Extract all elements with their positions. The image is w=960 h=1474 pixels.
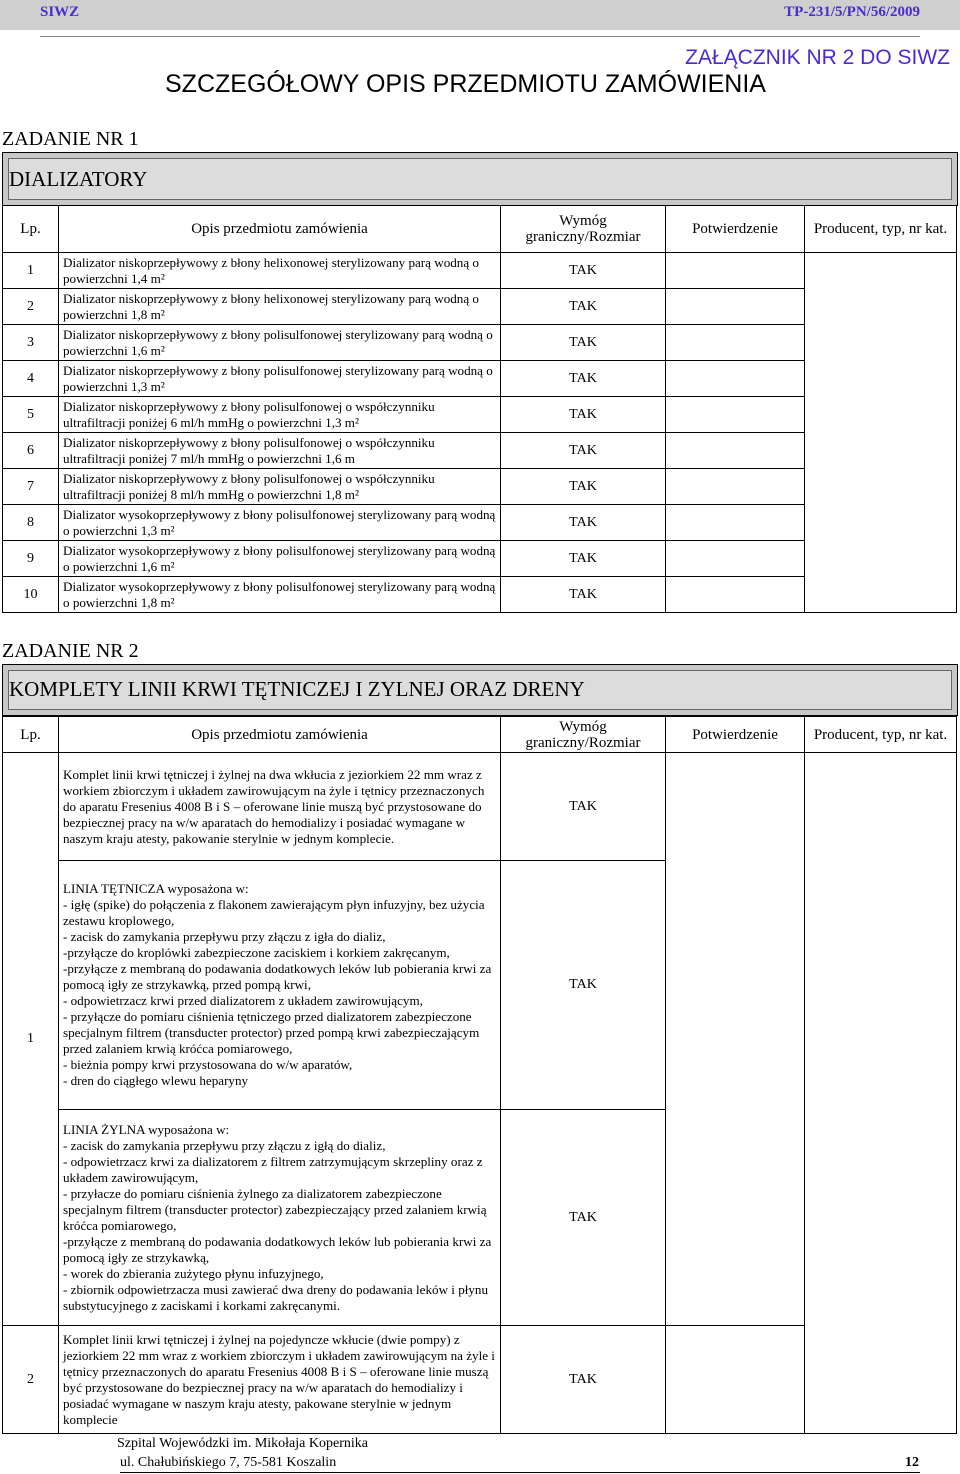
col-lp: Lp. <box>3 717 59 753</box>
task1-category-title: DIALIZATORY <box>9 167 148 191</box>
row-desc: Dializator wysokoprzepływowy z błony polisulfonowej sterylizowany parą wodną o powierzchni 1,6 m² <box>59 541 501 577</box>
row-req: TAK <box>501 325 666 361</box>
row-req: TAK <box>501 361 666 397</box>
col-producer: Producent, typ, nr kat. <box>805 717 957 753</box>
row-confirm-cell[interactable] <box>666 253 805 289</box>
col-req: Wymóg graniczny/Rozmiar <box>501 206 666 253</box>
producer-cell[interactable] <box>805 753 957 1434</box>
col-confirm: Potwierdzenie <box>666 717 805 753</box>
task2-category-title: KOMPLETY LINII KRWI TĘTNICZEJ I ZYLNEJ ORAZ DRENY <box>9 677 585 701</box>
row-confirm-cell[interactable] <box>666 289 805 325</box>
row-confirm-cell[interactable] <box>666 505 805 541</box>
row-req: TAK <box>501 861 666 1110</box>
producer-cell[interactable] <box>805 253 957 613</box>
row-req: TAK <box>501 753 666 861</box>
footer-divider <box>120 1472 920 1473</box>
annex-label: ZAŁĄCZNIK NR 2 DO SIWZ <box>685 46 950 69</box>
row-lp: 3 <box>3 325 59 361</box>
row-confirm-cell[interactable] <box>666 1326 805 1434</box>
row-lp: 10 <box>3 577 59 613</box>
row-desc: Dializator niskoprzepływowy z błony polisulfonowej o współczynniku ultrafiltracji poniżej 6 ml/h mmHg o powierzchni 1,3 m² <box>59 397 501 433</box>
row-desc: Dializator niskoprzepływowy z błony polisulfonowej sterylizowany parą wodną o powierzchni 1,3 m² <box>59 361 501 397</box>
row-confirm-cell[interactable] <box>666 397 805 433</box>
page-title: SZCZEGÓŁOWY OPIS PRZEDMIOTU ZAMÓWIENIA <box>165 70 766 98</box>
task2-category-box <box>2 664 958 716</box>
col-producer: Producent, typ, nr kat. <box>805 206 957 253</box>
row-lp: 5 <box>3 397 59 433</box>
task1-table <box>2 205 957 613</box>
row-desc: Dializator niskoprzepływowy z błony polisulfonowej o współczynniku ultrafiltracji poniżej 7 ml/h mmHg o powierzchni 1,6 m <box>59 433 501 469</box>
row-req: TAK <box>501 397 666 433</box>
row-req: TAK <box>501 577 666 613</box>
row-confirm-cell[interactable] <box>666 325 805 361</box>
task2-table <box>2 716 957 1434</box>
row-lp: 4 <box>3 361 59 397</box>
footer-line1: Szpital Wojewódzki im. Mikołaja Kopernika <box>117 1436 368 1451</box>
page-number: 12 <box>905 1455 919 1470</box>
row-desc: Komplet linii krwi tętniczej i żylnej na dwa wkłucia z jeziorkiem 22 mm wraz z workiem zbiorczym i układem zawirowującym na żyle i tętnicy przeznaczonych do aparatu Fresenius 4008 B i S – oferowane linie muszą być przystosowane do bezpiecznej pracy na w/w aparatach do hemodializy i posiadać wymagane w naszym kraju atesty, pakowanie sterylnie w jednym komplecie. <box>59 753 501 861</box>
row-lp: 7 <box>3 469 59 505</box>
task2-label: ZADANIE NR 2 <box>2 640 139 662</box>
header-bar <box>0 0 960 30</box>
row-confirm-cell[interactable] <box>666 433 805 469</box>
row-req: TAK <box>501 253 666 289</box>
row-req: TAK <box>501 1110 666 1326</box>
col-desc: Opis przedmiotu zamówienia <box>59 206 501 253</box>
row-desc: Dializator niskoprzepływowy z błony polisulfonowej o współczynniku ultrafiltracji poniżej 8 ml/h mmHg o powierzchni 1,8 m² <box>59 469 501 505</box>
row-lp: 1 <box>3 753 59 1326</box>
task1-category-box <box>2 152 958 206</box>
row-lp: 2 <box>3 1326 59 1434</box>
col-lp: Lp. <box>3 206 59 253</box>
task1-label: ZADANIE NR 1 <box>2 128 139 150</box>
row-req: TAK <box>501 289 666 325</box>
row-desc: Dializator wysokoprzepływowy z błony polisulfonowej sterylizowany parą wodną o powierzchni 1,3 m² <box>59 505 501 541</box>
header-right-text: TP-231/5/PN/56/2009 <box>784 4 920 20</box>
row-confirm-cell[interactable] <box>666 577 805 613</box>
row-confirm-cell[interactable] <box>666 753 805 1326</box>
header-left-text: SIWZ <box>40 4 80 20</box>
row-lp: 9 <box>3 541 59 577</box>
task2-header-row <box>3 717 957 753</box>
row-desc: LINIA ŻYLNA wyposażona w: - zacisk do zamykania przepływu przy złączu z igłą do dializ, - odpowietrzacz krwi za dializatorem z filtrem zatrzymującym skrzepliny oraz z układem zawirowującym, - przyłacze do pomiaru ciśnienia żylnego za dializatorem zabezpieczone specjalnym filtrem (transducter protector) zabezpieczający przed zalaniem krwią króćca pomiarowego, -przyłącze z membraną do podawania dodatkowych leków lub pobierania krwi za pomocą igły ze strzykawką, - worek do zbierania zużytego płynu infuzyjnego, - zbiornik odpowietrzacza musi zawierać dwa dreny do podawania leków i płynu substytucyjnego z zaciskami i korkami zakręcanymi. <box>59 1110 501 1326</box>
row-lp: 1 <box>3 253 59 289</box>
col-confirm: Potwierdzenie <box>666 206 805 253</box>
row-lp: 6 <box>3 433 59 469</box>
row-req: TAK <box>501 433 666 469</box>
col-desc: Opis przedmiotu zamówienia <box>59 717 501 753</box>
row-desc: Komplet linii krwi tętniczej i żylnej na pojedyncze wkłucie (dwie pompy) z jeziorkiem 22 mm wraz z workiem zbiorczym i układem zawirowującym na żyle i tętnicy przeznaczonych do aparatu Fresenius 4008 B i S – oferowane linie muszą być przystosowane do bezpiecznej pracy na w/w aparatach do hemodializy i posiadać wymagane w naszym kraju atesty, pakowane sterylnie w jednym komplecie <box>59 1326 501 1434</box>
footer-line2: ul. Chałubińskiego 7, 75-581 Koszalin <box>120 1455 337 1470</box>
row-desc: LINIA TĘTNICZA wyposażona w: - igłę (spike) do połączenia z flakonem zawierającym płyn infuzyjny, bez użycia zestawu kroplowego, - zacisk do zamykania przepływu przy złączu z igła do dializ, -przyłącze do kroplówki zabezpieczone zaciskiem i korkiem zakręcanym, -przyłącze z membraną do podawania dodatkowych leków lub pobierania krwi za pomocą igły ze strzykawką, przed pompą krwi, - odpowietrzacz krwi przed dializatorem z układem zawirowującym, - przyłącze do pomiaru ciśnienia tętniczego przed dializatorem zabezpieczone specjalnym filtrem (transducter protector) przed pompą krwi zabezpieczającym przed zalaniem krwią króćca pomiarowego, - bieżnia pompy krwi przystosowana do w/w aparatów, - dren do ciągłego wlewu heparyny <box>59 861 501 1110</box>
row-confirm-cell[interactable] <box>666 361 805 397</box>
col-req: Wymóg graniczny/Rozmiar <box>501 717 666 753</box>
task1-header-row <box>3 206 957 253</box>
row-desc: Dializator niskoprzepływowy z błony polisulfonowej sterylizowany parą wodną o powierzchni 1,6 m² <box>59 325 501 361</box>
row-req: TAK <box>501 469 666 505</box>
row-confirm-cell[interactable] <box>666 469 805 505</box>
row-confirm-cell[interactable] <box>666 541 805 577</box>
row-req: TAK <box>501 541 666 577</box>
row-req: TAK <box>501 1326 666 1434</box>
row-desc: Dializator wysokoprzepływowy z błony polisulfonowej sterylizowany parą wodną o powierzchni 1,8 m² <box>59 577 501 613</box>
header-divider <box>40 36 920 37</box>
row-lp: 2 <box>3 289 59 325</box>
table-row <box>3 253 957 289</box>
row-desc: Dializator niskoprzepływowy z błony helixonowej sterylizowany parą wodną o powierzchni 1,8 m² <box>59 289 501 325</box>
row-lp: 8 <box>3 505 59 541</box>
table-row <box>3 753 957 861</box>
row-req: TAK <box>501 505 666 541</box>
row-desc: Dializator niskoprzepływowy z błony helixonowej sterylizowany parą wodną o powierzchni 1,4 m² <box>59 253 501 289</box>
